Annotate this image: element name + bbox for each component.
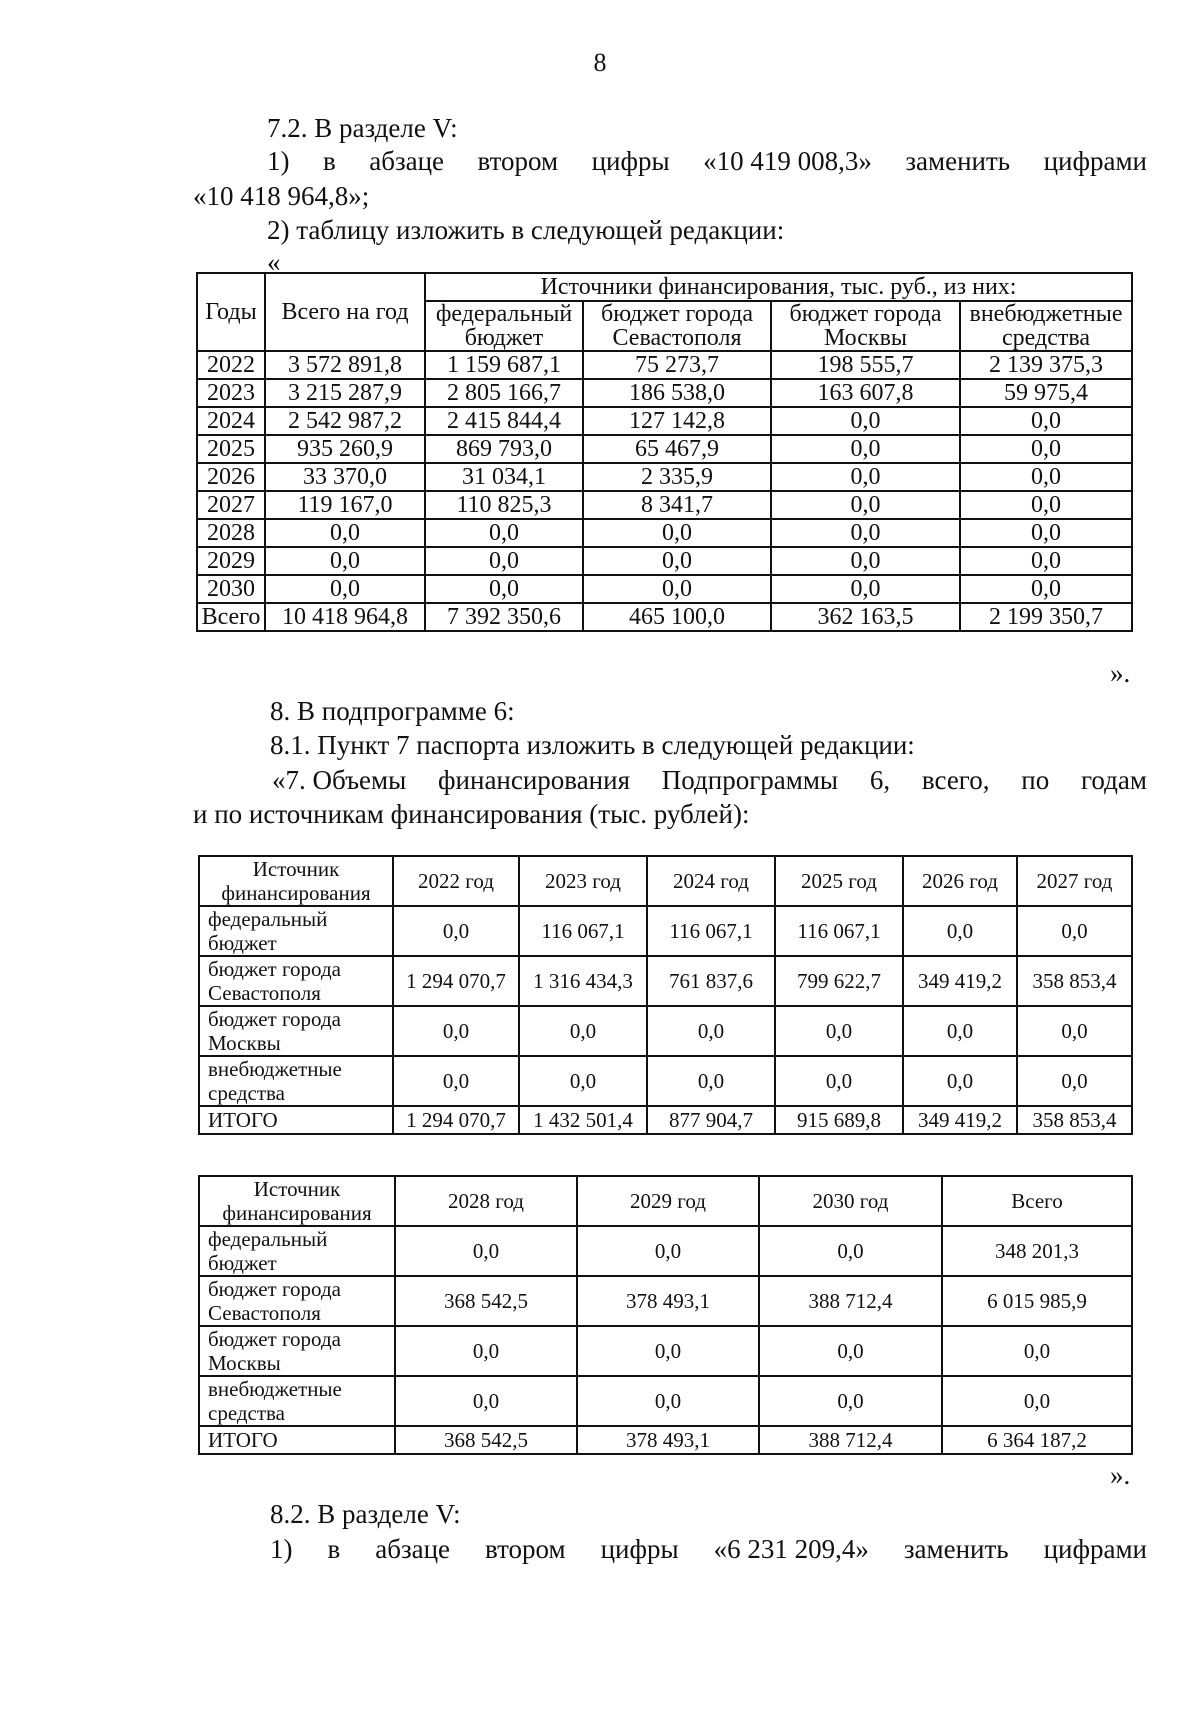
word: 1): [267, 146, 290, 176]
table-cell: 0,0: [393, 1056, 519, 1106]
table-cell: 75 273,7: [583, 351, 771, 379]
word: цифрами: [1043, 146, 1147, 176]
word: Подпрограммы: [661, 765, 839, 795]
column-header-year: 2027 год: [1017, 856, 1132, 906]
word: «7. Объемы: [272, 765, 407, 795]
table-cell: 915 689,8: [775, 1106, 903, 1134]
table-row: [199, 956, 1132, 1006]
word: втором: [477, 146, 559, 176]
table-header-row: [199, 1176, 1132, 1226]
table-cell: 33 370,0: [265, 463, 425, 491]
table-cell: 116 067,1: [519, 906, 647, 956]
table-cell: 2029: [197, 547, 265, 575]
column-header-year: 2030 год: [759, 1176, 942, 1226]
table-cell: 0,0: [771, 435, 960, 463]
column-header-source: Источник финансирования: [199, 856, 393, 906]
word: 6,: [869, 765, 891, 795]
table-row: [197, 407, 1132, 435]
table-row: [197, 379, 1132, 407]
word: в: [322, 146, 336, 176]
table-cell: 358 853,4: [1017, 1106, 1132, 1134]
table-cell: 2 415 844,4: [425, 407, 583, 435]
table-cell: 2 542 987,2: [265, 407, 425, 435]
row-label: бюджет города Севастополя: [199, 1276, 395, 1326]
financing-table-3: [198, 1175, 1133, 1455]
table-cell: 2 139 375,3: [960, 351, 1132, 379]
table-cell: 8 341,7: [583, 491, 771, 519]
page-number: 8: [593, 48, 607, 77]
table-cell: 163 607,8: [771, 379, 960, 407]
table-cell: 2028: [197, 519, 265, 547]
table-cell: 0,0: [759, 1226, 942, 1276]
table-cell: 349 419,2: [903, 956, 1017, 1006]
table-cell: 0,0: [583, 575, 771, 603]
word: абзаце: [375, 1534, 451, 1564]
row-label: федеральный бюджет: [199, 1226, 395, 1276]
table-cell: 110 825,3: [425, 491, 583, 519]
table-cell: 0,0: [759, 1376, 942, 1426]
table-cell: 1 432 501,4: [519, 1106, 647, 1134]
column-header-source: бюджет города Москвы: [771, 301, 960, 351]
table-row: [199, 1056, 1132, 1106]
table-cell: 0,0: [265, 547, 425, 575]
column-header-year: 2025 год: [775, 856, 903, 906]
word: заменить: [905, 146, 1011, 176]
table-header-row: [199, 856, 1132, 906]
financing-table-1: [196, 272, 1133, 632]
table-cell: 2 199 350,7: [960, 603, 1132, 631]
table-cell: 0,0: [771, 491, 960, 519]
column-header-year: Всего: [942, 1176, 1132, 1226]
table-row: [197, 435, 1132, 463]
table-cell: 31 034,1: [425, 463, 583, 491]
table-cell: 0,0: [519, 1056, 647, 1106]
table-cell: 0,0: [425, 575, 583, 603]
table-cell: 2025: [197, 435, 265, 463]
table-row: [197, 519, 1132, 547]
column-header-year: 2026 год: [903, 856, 1017, 906]
table-row: [199, 1226, 1132, 1276]
table-cell: 2026: [197, 463, 265, 491]
table-cell: 0,0: [960, 407, 1132, 435]
section-8-1: 8.1. Пункт 7 паспорта изложить в следующей редакции:: [270, 730, 915, 760]
table-row: [199, 1006, 1132, 1056]
close-quote-1: ».: [1110, 658, 1131, 688]
table-cell: 6 364 187,2: [942, 1426, 1132, 1454]
section-8-2-item1: [270, 1533, 1147, 1565]
word: цифры: [591, 146, 670, 176]
table-cell: 0,0: [577, 1326, 759, 1376]
table-cell: 368 542,5: [395, 1276, 577, 1326]
column-header-year: 2028 год: [395, 1176, 577, 1226]
table-cell: 1 316 434,3: [519, 956, 647, 1006]
table-cell: 198 555,7: [771, 351, 960, 379]
table-cell: 2024: [197, 407, 265, 435]
column-header-source: Источник финансирования: [199, 1176, 395, 1226]
table-cell: 1 294 070,7: [393, 956, 519, 1006]
table-cell: 2022: [197, 351, 265, 379]
section-8-2-heading: 8.2. В разделе V:: [270, 1499, 461, 1529]
table-cell: 0,0: [759, 1326, 942, 1376]
table-cell: 0,0: [771, 463, 960, 491]
row-label: бюджет города Севастополя: [199, 956, 393, 1006]
table-cell: 1 294 070,7: [393, 1106, 519, 1134]
table-row: [199, 1106, 1132, 1134]
row-label: внебюджетные средства: [199, 1376, 395, 1426]
table-cell: 0,0: [960, 575, 1132, 603]
word: финансирования: [438, 765, 630, 795]
row-label: федеральный бюджет: [199, 906, 393, 956]
table-cell: 65 467,9: [583, 435, 771, 463]
table-cell: 116 067,1: [647, 906, 775, 956]
table-cell: 0,0: [519, 1006, 647, 1056]
word: втором: [485, 1534, 566, 1564]
open-quote: «: [267, 247, 281, 277]
column-header-source: бюджет города Севастополя: [583, 301, 771, 351]
word: всего,: [921, 765, 990, 795]
column-header-year: 2029 год: [577, 1176, 759, 1226]
financing-table-2: [198, 855, 1133, 1135]
table-cell: 0,0: [393, 906, 519, 956]
section-7-2-item2: 2) таблицу изложить в следующей редакции:: [267, 215, 785, 245]
table-cell: 119 167,0: [265, 491, 425, 519]
word: заменить: [903, 1534, 1009, 1564]
column-header-sources: Источники финансирования, тыс. руб., из них:: [425, 273, 1132, 301]
table-cell: 869 793,0: [425, 435, 583, 463]
table-row: [197, 491, 1132, 519]
table-row: [197, 575, 1132, 603]
table-cell: 0,0: [775, 1056, 903, 1106]
word: в: [327, 1534, 341, 1564]
table-cell: 0,0: [583, 519, 771, 547]
column-header-years: Годы: [197, 273, 265, 351]
close-quote-2: ».: [1110, 1460, 1131, 1490]
table-cell: 186 538,0: [583, 379, 771, 407]
table-cell: 378 493,1: [577, 1276, 759, 1326]
section-7-2-heading: 7.2. В разделе V:: [267, 113, 458, 143]
row-label: ИТОГО: [199, 1426, 395, 1454]
section-8-heading: 8. В подпрограмме 6:: [270, 696, 515, 726]
table-cell: 0,0: [395, 1326, 577, 1376]
table-cell: 368 542,5: [395, 1426, 577, 1454]
table-cell: 0,0: [265, 519, 425, 547]
table-cell: 0,0: [903, 1056, 1017, 1106]
word: годам: [1081, 765, 1147, 795]
table-cell: 349 419,2: [903, 1106, 1017, 1134]
table-row: [199, 1376, 1132, 1426]
table-cell: 0,0: [771, 519, 960, 547]
word: «6 231 209,4»: [713, 1534, 869, 1564]
table-cell: 0,0: [775, 1006, 903, 1056]
table-cell: 761 837,6: [647, 956, 775, 1006]
table-row: [197, 463, 1132, 491]
table-cell: 0,0: [960, 491, 1132, 519]
table-cell: 0,0: [942, 1376, 1132, 1426]
table-row: [199, 1426, 1132, 1454]
table-cell: 7 392 350,6: [425, 603, 583, 631]
table-cell: 2027: [197, 491, 265, 519]
word: по: [1021, 765, 1050, 795]
section-7-2-item1: [267, 145, 1147, 177]
table-cell: 3 215 287,9: [265, 379, 425, 407]
table-cell: 0,0: [771, 575, 960, 603]
table-cell: 0,0: [960, 435, 1132, 463]
table-cell: 799 622,7: [775, 956, 903, 1006]
table-cell: 0,0: [265, 575, 425, 603]
table-cell: 465 100,0: [583, 603, 771, 631]
table-cell: 378 493,1: [577, 1426, 759, 1454]
section-7-2-item1-cont: «10 418 964,8»;: [193, 181, 370, 211]
table-cell: 348 201,3: [942, 1226, 1132, 1276]
word: «10 419 008,3»: [703, 146, 872, 176]
section-8-1-p7: [272, 764, 1147, 796]
table-cell: 0,0: [583, 547, 771, 575]
table-cell: 0,0: [903, 906, 1017, 956]
table-cell: 0,0: [1017, 1006, 1132, 1056]
row-label: внебюджетные средства: [199, 1056, 393, 1106]
row-label: бюджет города Москвы: [199, 1006, 393, 1056]
table-cell: 0,0: [1017, 1056, 1132, 1106]
table-cell: 2 805 166,7: [425, 379, 583, 407]
row-label: бюджет города Москвы: [199, 1326, 395, 1376]
row-label: ИТОГО: [199, 1106, 393, 1134]
table-cell: 127 142,8: [583, 407, 771, 435]
word: 1): [270, 1534, 293, 1564]
table-cell: 0,0: [647, 1006, 775, 1056]
table-cell: 0,0: [425, 519, 583, 547]
column-header-source: внебюджетные средства: [960, 301, 1132, 351]
table-cell: Всего: [197, 603, 265, 631]
table-cell: 6 015 985,9: [942, 1276, 1132, 1326]
table-row: [197, 547, 1132, 575]
table-cell: 935 260,9: [265, 435, 425, 463]
table-row: [197, 351, 1132, 379]
table-cell: 0,0: [960, 519, 1132, 547]
table-row: [197, 603, 1132, 631]
table-cell: 0,0: [577, 1226, 759, 1276]
table-cell: 0,0: [395, 1226, 577, 1276]
table-cell: 2023: [197, 379, 265, 407]
section-8-1-p7-cont: и по источникам финансирования (тыс. рублей):: [193, 799, 750, 829]
table-header-row: [197, 273, 1132, 301]
table-cell: 362 163,5: [771, 603, 960, 631]
column-header-year: 2023 год: [519, 856, 647, 906]
table-cell: 0,0: [393, 1006, 519, 1056]
table-cell: 0,0: [425, 547, 583, 575]
table-cell: 10 418 964,8: [265, 603, 425, 631]
word: цифры: [600, 1534, 679, 1564]
table-cell: 0,0: [960, 547, 1132, 575]
table-cell: 358 853,4: [1017, 956, 1132, 1006]
table-cell: 3 572 891,8: [265, 351, 425, 379]
table-cell: 0,0: [395, 1376, 577, 1426]
word: абзаце: [369, 146, 445, 176]
column-header-total: Всего на год: [265, 273, 425, 351]
table-cell: 0,0: [771, 407, 960, 435]
table-cell: 59 975,4: [960, 379, 1132, 407]
table-cell: 0,0: [577, 1376, 759, 1426]
column-header-year: 2022 год: [393, 856, 519, 906]
table-cell: 0,0: [647, 1056, 775, 1106]
table-row: [199, 1326, 1132, 1376]
table-cell: 2 335,9: [583, 463, 771, 491]
table-cell: 388 712,4: [759, 1426, 942, 1454]
table-cell: 0,0: [771, 547, 960, 575]
table-cell: 0,0: [960, 463, 1132, 491]
table-cell: 0,0: [1017, 906, 1132, 956]
table-cell: 116 067,1: [775, 906, 903, 956]
table-cell: 1 159 687,1: [425, 351, 583, 379]
column-header-year: 2024 год: [647, 856, 775, 906]
table-cell: 2030: [197, 575, 265, 603]
column-header-source: федеральный бюджет: [425, 301, 583, 351]
table-cell: 877 904,7: [647, 1106, 775, 1134]
table-cell: 388 712,4: [759, 1276, 942, 1326]
table-row: [199, 906, 1132, 956]
table-cell: 0,0: [903, 1006, 1017, 1056]
table-cell: 0,0: [942, 1326, 1132, 1376]
word: цифрами: [1043, 1534, 1147, 1564]
table-row: [199, 1276, 1132, 1326]
